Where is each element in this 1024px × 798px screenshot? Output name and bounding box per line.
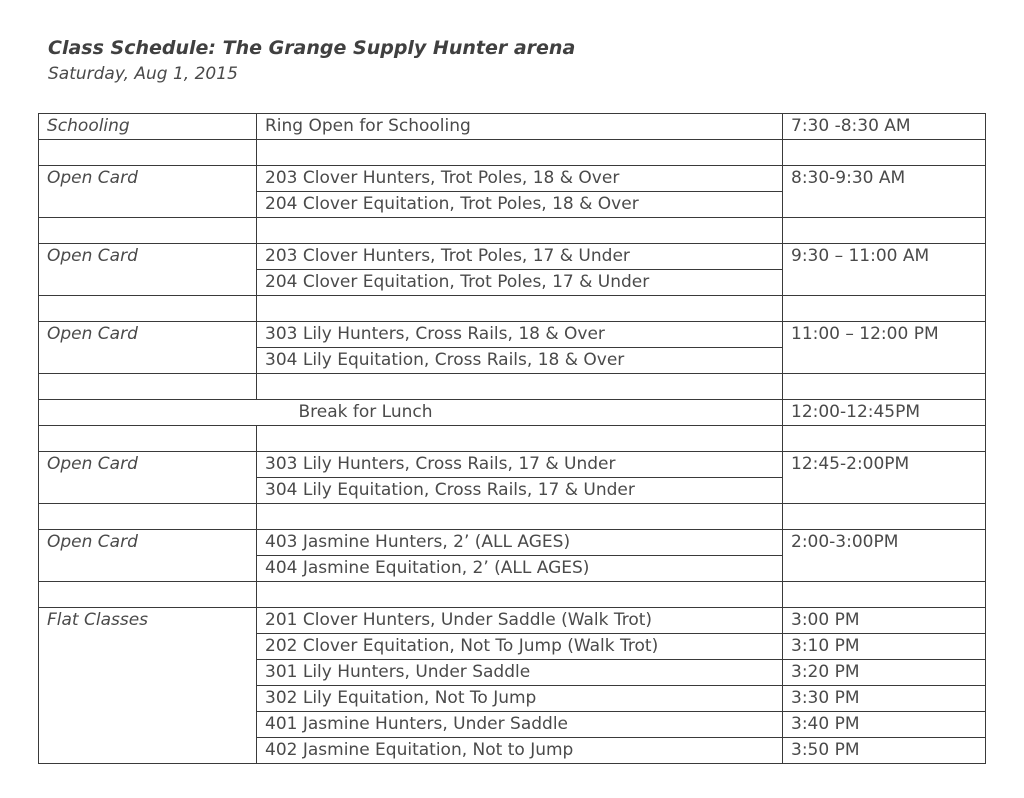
category-cell: Open Card <box>39 530 257 582</box>
spacer-row <box>39 426 986 452</box>
table-row <box>39 166 986 192</box>
page-date: Saturday, Aug 1, 2015 <box>48 64 238 84</box>
time-cell: 3:10 PM <box>783 634 986 660</box>
table-row <box>39 452 986 478</box>
class-cell: 301 Lily Hunters, Under Saddle <box>257 660 783 686</box>
lunch-label: Break for Lunch <box>298 402 433 422</box>
page-title: Class Schedule: The Grange Supply Hunter arena <box>48 37 576 59</box>
time-cell: 2:00-3:00PM <box>783 530 986 582</box>
time-cell: 12:45-2:00PM <box>783 452 986 504</box>
time-cell: 9:30 – 11:00 AM <box>783 244 986 296</box>
class-cell: 303 Lily Hunters, Cross Rails, 18 & Over <box>257 322 783 348</box>
class-cell: 304 Lily Equitation, Cross Rails, 18 & Over <box>257 348 783 374</box>
class-cell: 204 Clover Equitation, Trot Poles, 17 & Under <box>257 270 783 296</box>
table-row <box>39 530 986 556</box>
spacer-row <box>39 140 986 166</box>
class-cell: 403 Jasmine Hunters, 2’ (ALL AGES) <box>257 530 783 556</box>
time-cell: 11:00 – 12:00 PM <box>783 322 986 374</box>
table-row <box>39 608 986 634</box>
class-cell: 401 Jasmine Hunters, Under Saddle <box>257 712 783 738</box>
category-cell: Open Card <box>39 452 257 504</box>
table-row <box>39 322 986 348</box>
class-cell: 204 Clover Equitation, Trot Poles, 18 & Over <box>257 192 783 218</box>
class-cell: 202 Clover Equitation, Not To Jump (Walk Trot) <box>257 634 783 660</box>
time-cell: 7:30 -8:30 AM <box>783 114 986 140</box>
time-cell: 3:50 PM <box>783 738 986 764</box>
class-cell: 404 Jasmine Equitation, 2’ (ALL AGES) <box>257 556 783 582</box>
time-cell: 3:40 PM <box>783 712 986 738</box>
category-cell: Open Card <box>39 166 257 218</box>
spacer-row <box>39 504 986 530</box>
category-cell: Open Card <box>39 244 257 296</box>
time-cell: 12:00-12:45PM <box>783 400 986 426</box>
time-cell: 3:00 PM <box>783 608 986 634</box>
time-cell: 3:30 PM <box>783 686 986 712</box>
table-row <box>39 244 986 270</box>
spacer-row <box>39 582 986 608</box>
spacer-row <box>39 296 986 322</box>
class-cell: 201 Clover Hunters, Under Saddle (Walk Trot) <box>257 608 783 634</box>
category-cell: Flat Classes <box>39 608 257 764</box>
table-row <box>39 114 986 140</box>
schedule-table <box>38 113 986 764</box>
time-cell: 8:30-9:30 AM <box>783 166 986 218</box>
spacer-row <box>39 218 986 244</box>
time-cell: 3:20 PM <box>783 660 986 686</box>
class-cell: 203 Clover Hunters, Trot Poles, 17 & Under <box>257 244 783 270</box>
spacer-row <box>39 374 986 400</box>
class-cell: 302 Lily Equitation, Not To Jump <box>257 686 783 712</box>
lunch-cell <box>39 400 783 426</box>
lunch-row <box>39 400 986 426</box>
class-cell: Ring Open for Schooling <box>257 114 783 140</box>
category-cell: Open Card <box>39 322 257 374</box>
class-cell: 203 Clover Hunters, Trot Poles, 18 & Over <box>257 166 783 192</box>
class-cell: 304 Lily Equitation, Cross Rails, 17 & Under <box>257 478 783 504</box>
class-cell: 303 Lily Hunters, Cross Rails, 17 & Under <box>257 452 783 478</box>
class-cell: 402 Jasmine Equitation, Not to Jump <box>257 738 783 764</box>
category-cell: Schooling <box>39 114 257 140</box>
